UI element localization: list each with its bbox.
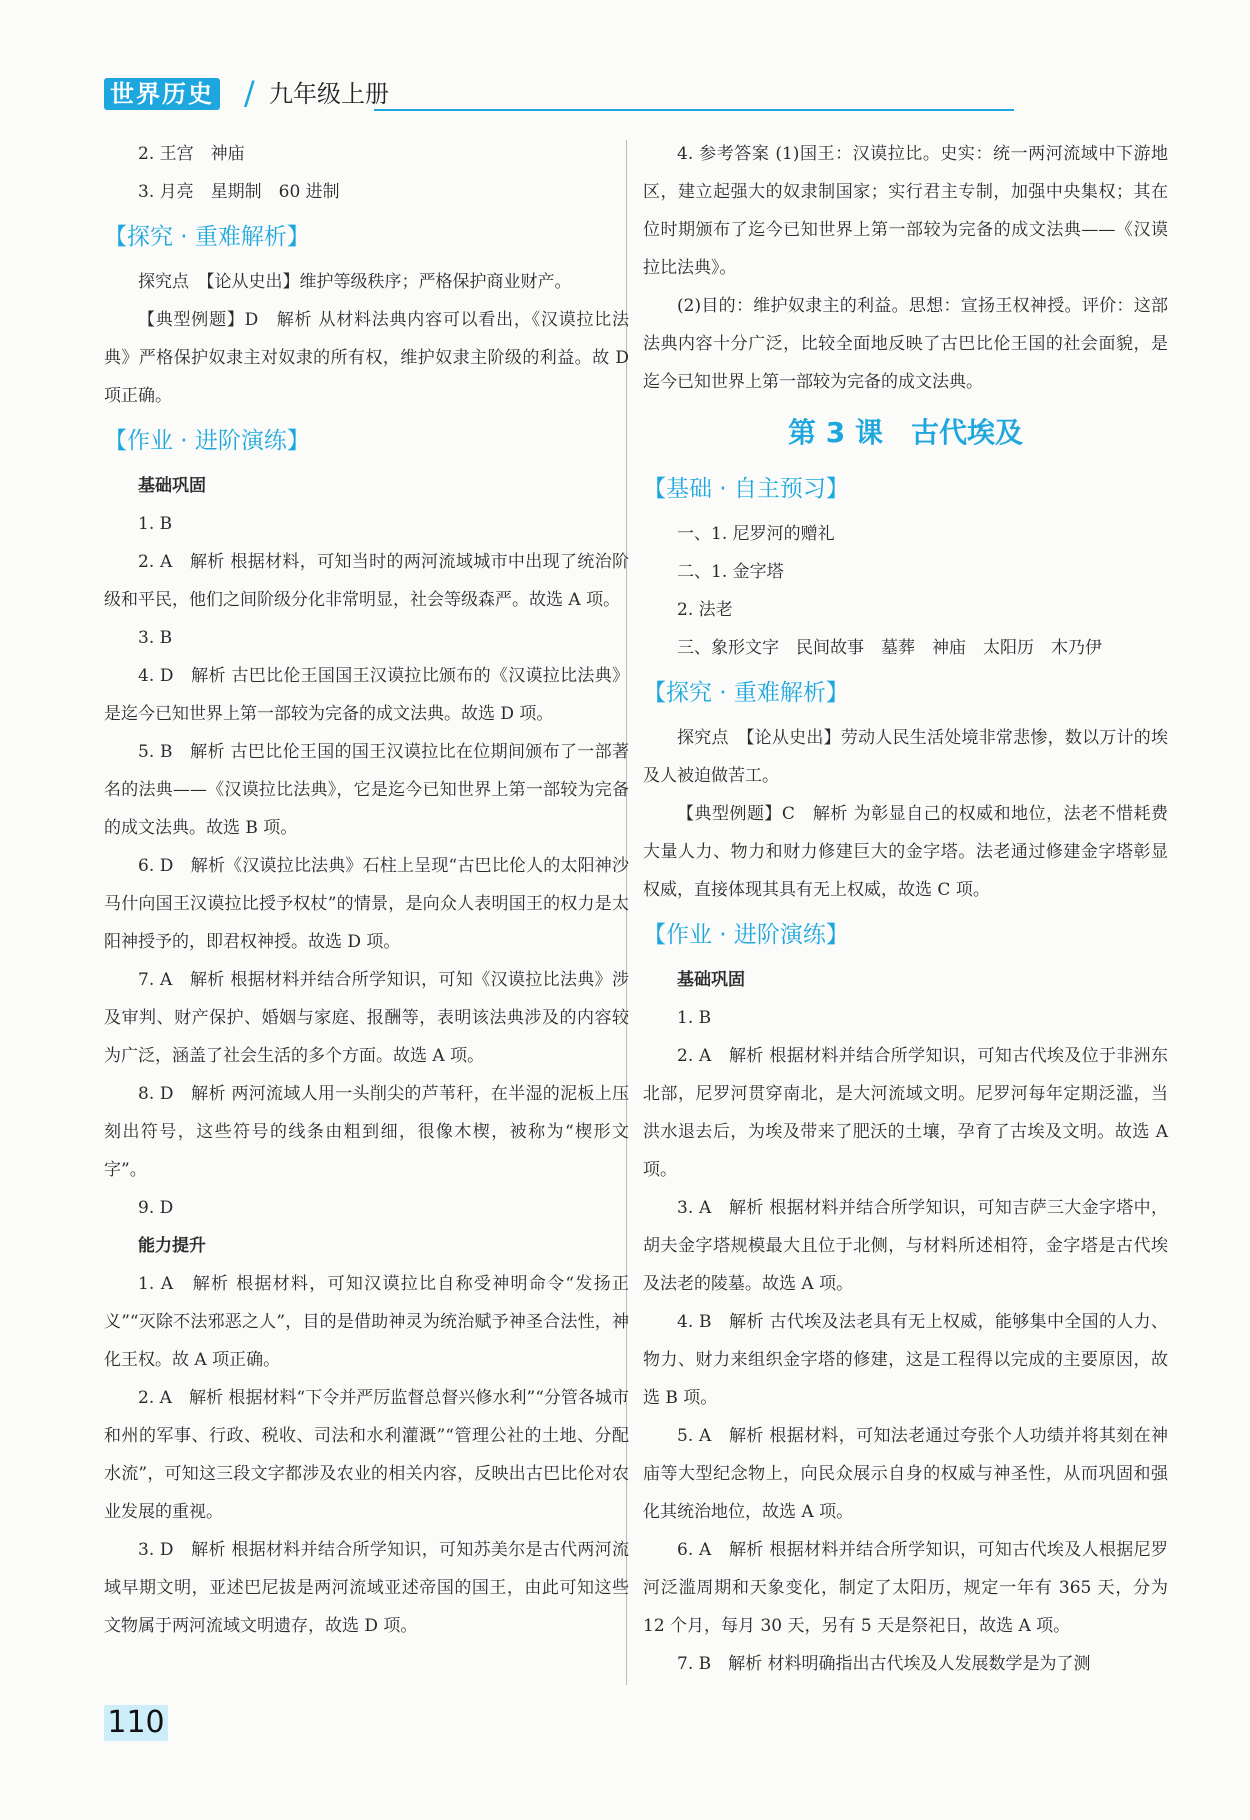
answer-item: 1. B [677,1008,712,1028]
answer-item: 2. A 解析 根据材料“下令并严厉监督总督兴修水利”“分管各城市和州的军事、行政、税收、司法和水利灌溉”“管理公社的土地、分配水流”，可知这三段文字都涉及农业的相关内容，反映出古巴比伦对农业发展的重视。 [104,1388,629,1522]
right-column [643,135,1168,1683]
answer-item: 1. A 解析 根据材料，可知汉谟拉比自称受神明命令“发扬正义”“灭除不法邪恶之人”，目的是借助神灵为统治赋予神圣合法性，神化王权。故 A 项正确。 [104,1274,629,1370]
answer-item: 5. A 解析 根据材料，可知法老通过夸张个人功绩并将其刻在神庙等大型纪念物上，向民众展示自身的权威与神圣性，从而巩固和强化其统治地位，故选 A 项。 [643,1426,1168,1522]
answer-item: 5. B 解析 古巴比伦王国的国王汉谟拉比在位期间颁布了一部著名的法典——《汉谟拉比法典》，它是迄今已知世界上第一部较为完备的成文法典。故选 B 项。 [104,742,629,838]
answer-line: 一、1. 尼罗河的赠礼 [677,524,835,544]
answer-item: 4. 参考答案 (1)国王：汉谟拉比。史实：统一两河流域中下游地区，建立起强大的奴隶制国家；实行君主专制，加强中央集权；其在位时期颁布了迄今已知世界上第一部较为完备的成文法典——《汉谟拉比法典》。 [643,144,1168,278]
answer-item: 2. A 解析 根据材料，可知当时的两河流域城市中出现了统治阶级和平民，他们之间阶级分化非常明显，社会等级森严。故选 A 项。 [104,552,629,610]
lesson-title: 第 3 课 古代埃及 [788,416,1023,449]
explore-point: 探究点 【论从史出】劳动人民生活处境非常悲惨，数以万计的埃及人被迫做苦工。 [643,728,1168,786]
answer-item: 9. D [138,1198,174,1218]
section-heading: 【探究 · 重难解析】 [643,680,849,706]
answer-item: 6. D 解析《汉谟拉比法典》石柱上呈现“古巴比伦人的太阳神沙马什向国王汉谟拉比授予权杖”的情景，是向众人表明国王的权力是太阳神授予的，即君权神授。故选 D 项。 [104,856,629,952]
explore-point: 探究点 【论从史出】维护等级秩序；严格保护商业财产。 [138,272,572,292]
subsection-label: 基础巩固 [138,476,206,496]
answer-item: 6. A 解析 根据材料并结合所学知识，可知古代埃及人根据尼罗河泛滥周期和天象变化，制定了太阳历，规定一年有 365 天，分为 12 个月，每月 30 天，另有 5 天是祭祀日，故选 A 项。 [643,1540,1168,1636]
answer-item: (2)目的：维护奴隶主的利益。思想：宣扬王权神授。评价：这部法典内容十分广泛，比较全面地反映了古巴比伦王国的社会面貌，是迄今已知世界上第一部较为完备的成文法典。 [643,296,1168,392]
answer-item: 3. B [138,628,173,648]
section-heading: 【作业 · 进阶演练】 [643,922,849,948]
answer-item: 2. A 解析 根据材料并结合所学知识，可知古代埃及位于非洲东北部，尼罗河贯穿南北，是大河流域文明。尼罗河每年定期泛滥，当洪水退去后，为埃及带来了肥沃的土壤，孕育了古埃及文明。故选 A 项。 [643,1046,1168,1180]
answer-item: 1. B [138,514,173,534]
answer-item: 7. B 解析 材料明确指出古代埃及人发展数学是为了测 [677,1654,1091,1674]
answer-line: 2. 法老 [677,600,733,620]
section-heading: 【作业 · 进阶演练】 [104,428,310,454]
answer-item: 3. A 解析 根据材料并结合所学知识，可知吉萨三大金字塔中，胡夫金字塔规模最大且位于北侧，与材料所述相符，金字塔是古代埃及法老的陵墓。故选 A 项。 [643,1198,1168,1294]
answer-line: 2. 王宫 神庙 [138,144,245,164]
answer-line: 三、象形文字 民间故事 墓葬 神庙 太阳历 木乃伊 [677,638,1102,658]
left-column [104,135,629,1645]
example-answer: 【典型例题】D 解析 从材料法典内容可以看出，《汉谟拉比法典》严格保护奴隶主对奴隶的所有权，维护奴隶主阶级的利益。故 D 项正确。 [104,310,629,406]
subsection-label: 基础巩固 [677,970,745,990]
answer-item: 4. D 解析 古巴比伦王国国王汉谟拉比颁布的《汉谟拉比法典》是迄今已知世界上第一部较为完备的成文法典。故选 D 项。 [104,666,629,724]
answer-item: 8. D 解析 两河流域人用一头削尖的芦苇秆，在半湿的泥板上压刻出符号，这些符号的线条由粗到细，很像木楔，被称为“楔形文字”。 [104,1084,629,1180]
answer-line: 二、1. 金字塔 [677,562,784,582]
answer-item: 3. D 解析 根据材料并结合所学知识，可知苏美尔是古代两河流域早期文明，亚述巴尼拔是两河流域亚述帝国的国王，由此可知这些文物属于两河流域文明遗存，故选 D 项。 [104,1540,629,1636]
answer-item: 7. A 解析 根据材料并结合所学知识，可知《汉谟拉比法典》涉及审判、财产保护、婚姻与家庭、报酬等，表明该法典涉及的内容较为广泛，涵盖了社会生活的多个方面。故选 A 项。 [104,970,629,1066]
answer-item: 4. B 解析 古代埃及法老具有无上权威，能够集中全国的人力、物力、财力来组织金字塔的修建，这是工程得以完成的主要原因，故选 B 项。 [643,1312,1168,1408]
section-heading: 【基础 · 自主预习】 [643,476,849,502]
subject-badge: 世界历史 [104,78,220,110]
subsection-label: 能力提升 [138,1236,206,1256]
page-header [104,72,1014,116]
example-answer: 【典型例题】C 解析 为彰显自己的权威和地位，法老不惜耗费大量人力、物力和财力修建巨大的金字塔。法老通过修建金字塔彰显权威，直接体现其具有无上权威，故选 C 项。 [643,804,1168,900]
answer-line: 3. 月亮 星期制 60 进制 [138,182,340,202]
grade-label: 九年级上册 [269,80,389,108]
header-rule [374,109,1014,111]
header-slash: / [244,74,255,112]
page-number: 110 [104,1705,168,1741]
section-heading: 【探究 · 重难解析】 [104,224,310,250]
